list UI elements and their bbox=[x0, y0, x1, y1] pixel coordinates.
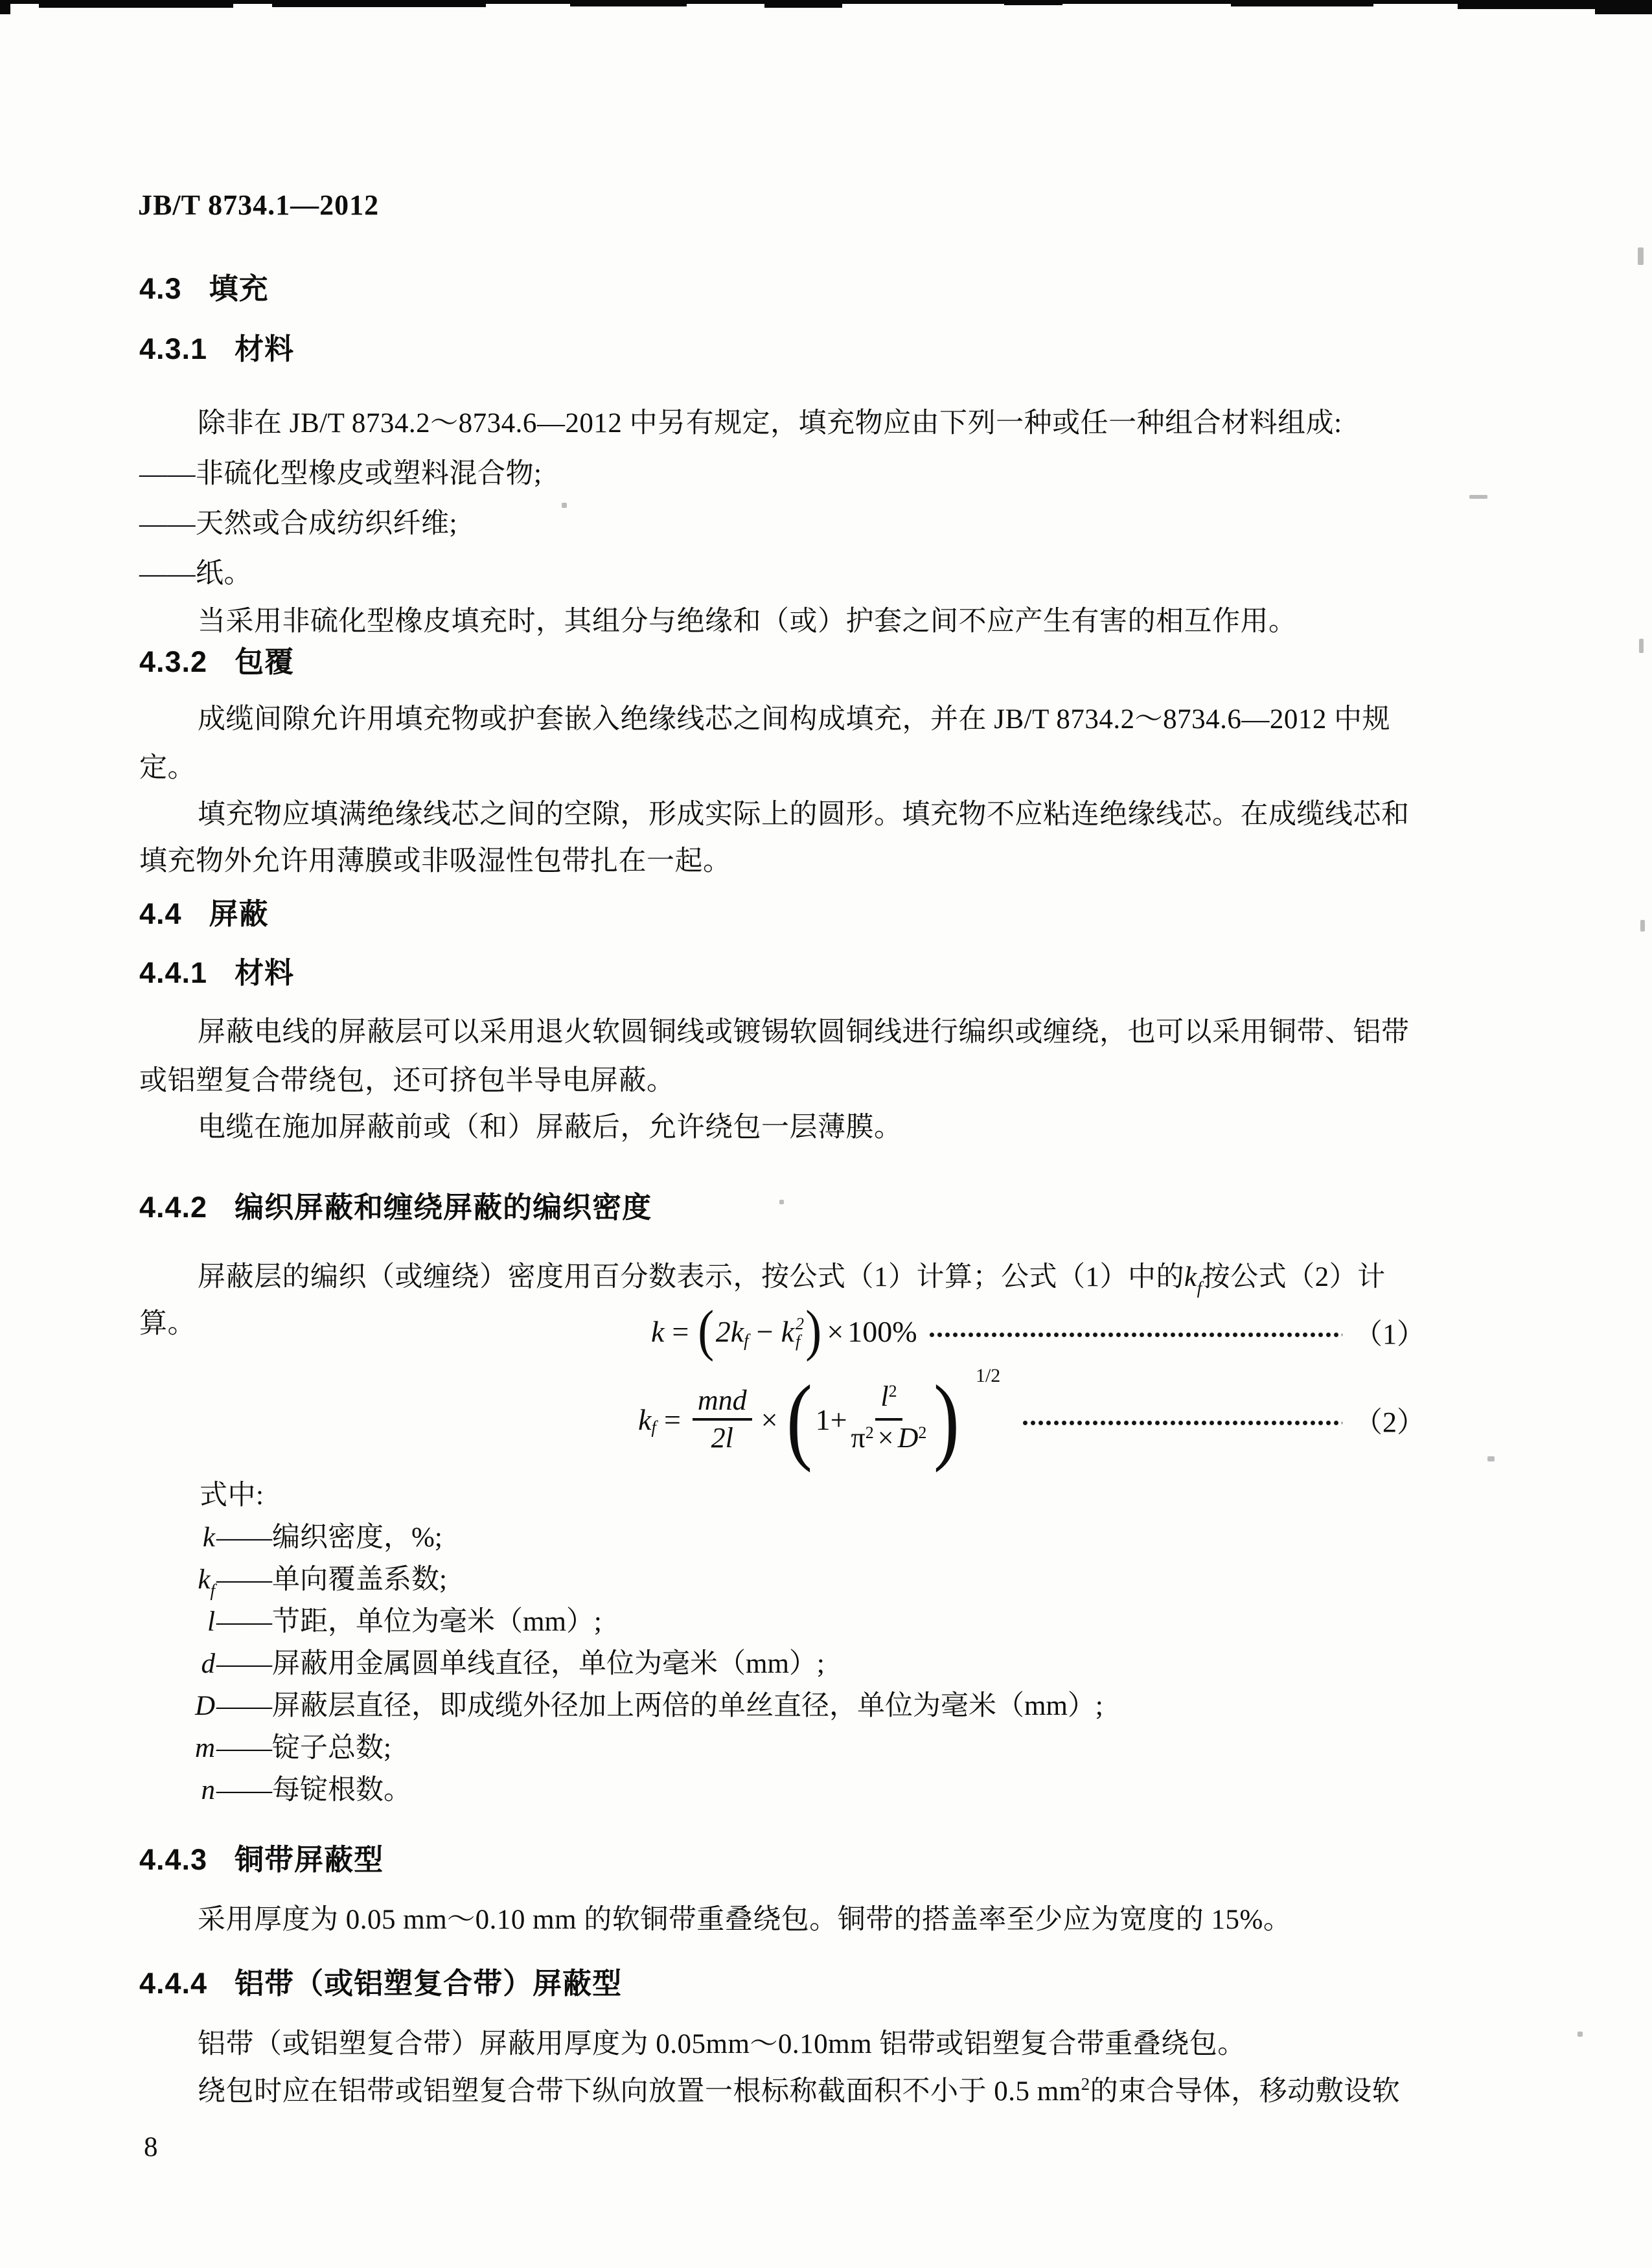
var-letter: m bbox=[194, 1733, 215, 1763]
formula-2 bbox=[638, 1365, 1425, 1473]
paragraph-line: 屏蔽电线的屏蔽层可以采用退火软圆铜线或镀锡软圆铜线进行编织或缠绕，也可以采用铜带、铝带 bbox=[198, 1017, 1410, 1048]
def-variable bbox=[167, 1647, 216, 1684]
heading-4-4-2 bbox=[139, 1191, 652, 1224]
scan-speck bbox=[1639, 639, 1644, 653]
scan-artifact-blob bbox=[570, 2, 687, 6]
equals-sign: = bbox=[672, 1314, 689, 1348]
times-sign: × bbox=[761, 1403, 778, 1436]
paragraph-line: 填充物外允许用薄膜或非吸湿性包带扎在一起。 bbox=[139, 846, 731, 876]
heading-title: 铝带（或铝塑复合带）屏蔽型 bbox=[235, 1967, 623, 2000]
def-variable bbox=[167, 1563, 216, 1599]
pi-symbol: π bbox=[851, 1422, 866, 1454]
text-run: 屏蔽层的编织（或缠绕）密度用百分数表示，按公式（1）计算；公式（1）中的 bbox=[198, 1262, 1184, 1292]
paragraph-line: 成缆间隙允许用填充物或护套嵌入绝缘线芯之间构成填充，并在 JB/T 8734.2～8734.6—2012 中规 bbox=[198, 704, 1391, 735]
def-description: ——编织密度，%; bbox=[216, 1522, 442, 1553]
heading-4-4-4 bbox=[139, 1967, 622, 2000]
def-variable bbox=[167, 1690, 216, 1726]
fraction-numerator bbox=[875, 1380, 902, 1421]
paragraph-line: 除非在 JB/T 8734.2～8734.6—2012 中另有规定，填充物应由下列一种或任一种组合材料组成: bbox=[198, 408, 1342, 439]
formula-term: 1+ bbox=[815, 1403, 847, 1436]
heading-title: 材料 bbox=[235, 956, 295, 989]
paragraph-line bbox=[198, 1261, 1386, 1297]
scan-artifact-blob bbox=[0, 0, 10, 14]
scan-speck bbox=[1487, 1456, 1495, 1461]
var-letter: l bbox=[207, 1607, 215, 1637]
var-letter: k bbox=[198, 1564, 211, 1595]
heading-4-3 bbox=[139, 272, 269, 306]
paragraph-line: 铝带（或铝塑复合带）屏蔽用厚度为 0.05mm～0.10mm 铝带或铝塑复合带重叠绕包。 bbox=[198, 2029, 1246, 2059]
open-paren: ( bbox=[786, 1366, 812, 1473]
heading-title: 包覆 bbox=[235, 645, 295, 678]
def-variable bbox=[167, 1732, 216, 1768]
fraction-denominator bbox=[851, 1421, 927, 1458]
fraction-l2-pi2D2 bbox=[851, 1380, 927, 1458]
heading-title: 屏蔽 bbox=[209, 897, 269, 930]
var-l: l bbox=[880, 1380, 889, 1412]
equation-number: （1） bbox=[1354, 1318, 1425, 1350]
heading-number: 4.4 bbox=[139, 897, 182, 930]
scan-artifact-blob bbox=[1004, 1, 1062, 5]
superscript: 2 bbox=[1081, 2074, 1090, 2094]
var-k-subscript: f bbox=[1197, 1278, 1202, 1298]
fraction-denominator: 2l bbox=[711, 1422, 733, 1454]
scan-speck bbox=[1577, 2032, 1583, 2037]
text-run: 按公式（2）计 bbox=[1202, 1262, 1386, 1292]
heading-4-4-1 bbox=[139, 956, 294, 990]
dotted-leader bbox=[929, 1332, 1342, 1338]
superscript: 2 bbox=[865, 1423, 874, 1442]
def-variable bbox=[167, 1521, 216, 1557]
close-paren: ) bbox=[805, 1300, 822, 1362]
open-paren: ( bbox=[698, 1300, 715, 1362]
heading-title: 材料 bbox=[235, 332, 295, 365]
equals-sign: = bbox=[663, 1403, 681, 1436]
definition-row bbox=[167, 1690, 1103, 1726]
times-sign: × bbox=[877, 1422, 894, 1454]
heading-4-3-2 bbox=[139, 645, 294, 679]
scan-artifact-blob bbox=[1595, 0, 1652, 14]
var-D: D bbox=[897, 1422, 919, 1454]
definition-row bbox=[167, 1732, 391, 1768]
text-run: 绕包时应在铝带或铝塑复合带下纵向放置一根标称截面积不小于 0.5 mm bbox=[198, 2076, 1081, 2107]
list-item: ——非硫化型橡皮或塑料混合物; bbox=[139, 459, 542, 489]
text-run: 的束合导体，移动敷设软 bbox=[1090, 2076, 1401, 2107]
var-letter: k bbox=[202, 1522, 215, 1553]
heading-number: 4.3.1 bbox=[139, 332, 208, 365]
scan-artifact-blob bbox=[764, 1, 842, 8]
scan-artifact-blob bbox=[39, 0, 233, 8]
scan-speck bbox=[562, 503, 567, 508]
paragraph-line: 采用厚度为 0.05 mm～0.10 mm 的软铜带重叠绕包。铜带的搭盖率至少应为宽度的 15%。 bbox=[198, 1905, 1292, 1935]
dotted-leader bbox=[1022, 1420, 1342, 1426]
heading-number: 4.4.4 bbox=[139, 1967, 208, 2000]
formula-term: 2k bbox=[715, 1314, 744, 1348]
paragraph-line: 算。 bbox=[139, 1309, 196, 1339]
list-item: ——纸。 bbox=[139, 558, 252, 589]
scan-speck bbox=[779, 1200, 784, 1204]
minus-sign: − bbox=[756, 1314, 774, 1348]
heading-number: 4.4.2 bbox=[139, 1191, 208, 1224]
definition-row bbox=[167, 1774, 411, 1810]
heading-title: 铜带屏蔽型 bbox=[235, 1843, 384, 1876]
formula-term: k bbox=[781, 1314, 794, 1348]
definition-row bbox=[167, 1647, 825, 1684]
var-letter: D bbox=[194, 1691, 215, 1721]
definition-row bbox=[167, 1605, 602, 1642]
definition-row bbox=[167, 1521, 442, 1557]
fraction-numerator: mnd bbox=[693, 1384, 752, 1421]
paragraph-line: 当采用非硫化型橡皮填充时，其组分与绝缘和（或）护套之间不应产生有害的相互作用。 bbox=[198, 606, 1297, 637]
formula-lhs: k bbox=[651, 1314, 665, 1348]
def-description: ——屏蔽层直径，即成缆外径加上两倍的单丝直径，单位为毫米（mm）; bbox=[216, 1691, 1103, 1721]
formula-factor: 100% bbox=[847, 1314, 917, 1348]
def-description: ——每锭根数。 bbox=[216, 1775, 411, 1805]
var-k: k bbox=[1184, 1262, 1197, 1292]
fraction-mnd-2l bbox=[693, 1384, 752, 1454]
scan-artifact-blob bbox=[1231, 0, 1373, 6]
lhs-subscript: f bbox=[651, 1417, 656, 1437]
var-subscript: f bbox=[210, 1581, 215, 1600]
list-item: ——天然或合成纺织纤维; bbox=[139, 509, 457, 539]
heading-4-3-1 bbox=[139, 332, 294, 366]
equation-number: （2） bbox=[1354, 1406, 1425, 1438]
scan-speck bbox=[1640, 920, 1645, 932]
superscript: 2 bbox=[888, 1382, 897, 1401]
def-description: ——屏蔽用金属圆单线直径，单位为毫米（mm）; bbox=[216, 1649, 825, 1679]
heading-number: 4.3 bbox=[139, 272, 182, 305]
standard-number-header: JB/T 8734.1—2012 bbox=[138, 189, 380, 221]
formula-1 bbox=[651, 1300, 1425, 1362]
var-letter: n bbox=[201, 1775, 215, 1805]
formula-lhs: k bbox=[638, 1403, 652, 1436]
def-description: ——节距，单位为毫米（mm）; bbox=[216, 1607, 602, 1637]
def-variable bbox=[167, 1605, 216, 1642]
heading-number: 4.4.1 bbox=[139, 956, 208, 989]
definition-row bbox=[167, 1563, 447, 1599]
exponent-one-half: 1/2 bbox=[975, 1365, 1001, 1386]
heading-number: 4.3.2 bbox=[139, 645, 208, 678]
scan-speck bbox=[1638, 247, 1644, 265]
heading-title: 填充 bbox=[209, 272, 269, 305]
scan-speck bbox=[1469, 495, 1487, 499]
def-description: ——单向覆盖系数; bbox=[216, 1564, 447, 1595]
term-superscript: 2 bbox=[796, 1314, 804, 1333]
term-subscript: f bbox=[796, 1332, 801, 1351]
paragraph-line: 或铝塑复合带绕包，还可挤包半导电屏蔽。 bbox=[139, 1066, 675, 1096]
paragraph-line bbox=[198, 2075, 1400, 2111]
paragraph-line: 电缆在施加屏蔽前或（和）屏蔽后，允许绕包一层薄膜。 bbox=[198, 1112, 902, 1143]
var-letter: d bbox=[201, 1649, 215, 1679]
scan-artifact-blob bbox=[272, 1, 486, 7]
times-sign: × bbox=[827, 1314, 844, 1348]
paragraph-line: 填充物应填满绝缘线芯之间的空隙，形成实际上的圆形。填充物不应粘连绝缘线芯。在成缆线芯和 bbox=[198, 799, 1410, 830]
def-description: ——锭子总数; bbox=[216, 1733, 391, 1763]
term-sup-sub-stack bbox=[796, 1315, 804, 1350]
term-subscript: f bbox=[744, 1330, 749, 1350]
heading-number: 4.4.3 bbox=[139, 1843, 208, 1876]
heading-4-4 bbox=[139, 897, 269, 931]
def-variable bbox=[167, 1774, 216, 1810]
where-label: 式中: bbox=[200, 1480, 264, 1511]
paren-group bbox=[783, 1365, 1001, 1473]
close-paren: ) bbox=[934, 1366, 960, 1473]
heading-title: 编织屏蔽和缠绕屏蔽的编织密度 bbox=[235, 1191, 652, 1224]
page-number: 8 bbox=[144, 2132, 158, 2162]
superscript: 2 bbox=[918, 1423, 927, 1442]
heading-4-4-3 bbox=[139, 1843, 384, 1877]
paragraph-line: 定。 bbox=[139, 753, 196, 783]
